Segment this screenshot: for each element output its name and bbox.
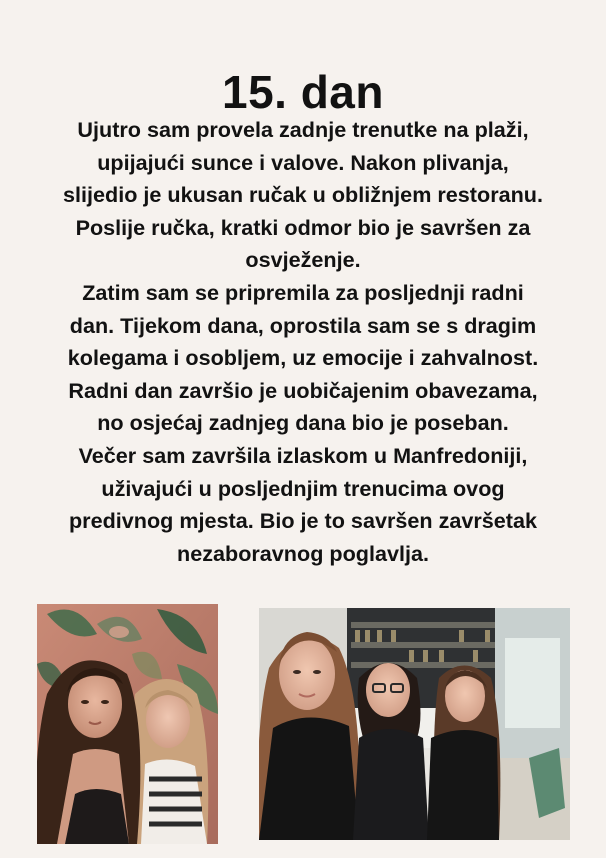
- diary-paragraph: [18, 114, 588, 570]
- paragraph-line: Ujutro sam provela zadnje trenutke na plaži,: [77, 117, 529, 142]
- paragraph-line: dan. Tijekom dana, oprostila sam se s dragim: [69, 312, 537, 338]
- paragraph-line: kolegama i osobljem, uz emocije i zahvalnost.: [67, 345, 539, 371]
- paragraph-line: slijedio je ukusan ručak u obližnjem restoranu.: [63, 182, 543, 208]
- paragraph-line: Radni dan završio je uobičajenim obavezama,: [68, 377, 538, 403]
- paragraph-line: osvježenje.: [245, 247, 361, 273]
- paragraph-line: no osjećaj zadnjeg dana bio je poseban.: [97, 410, 509, 436]
- paragraph-line: uživajući u posljednjim trenucima ovog: [101, 475, 505, 501]
- paragraph-line: predivnog mjesta. Bio je to savršen završetak: [68, 508, 538, 534]
- selfie-photo: [37, 604, 218, 844]
- paragraph-line: nezaboravnog poglavlja.: [177, 540, 429, 566]
- paragraph-line: upijajući sunce i valove. Nakon plivanja,: [97, 149, 509, 175]
- paragraph-line: Zatim sam se pripremila za posljednji radni: [82, 279, 524, 305]
- page-title: 15. dan: [221, 65, 384, 118]
- cafe-group-photo: [259, 608, 570, 840]
- paragraph-line: Večer sam završila izlaskom u Manfredoniji,: [78, 442, 528, 468]
- paragraph-line: Poslije ručka, kratki odmor bio je savršen za: [75, 214, 531, 240]
